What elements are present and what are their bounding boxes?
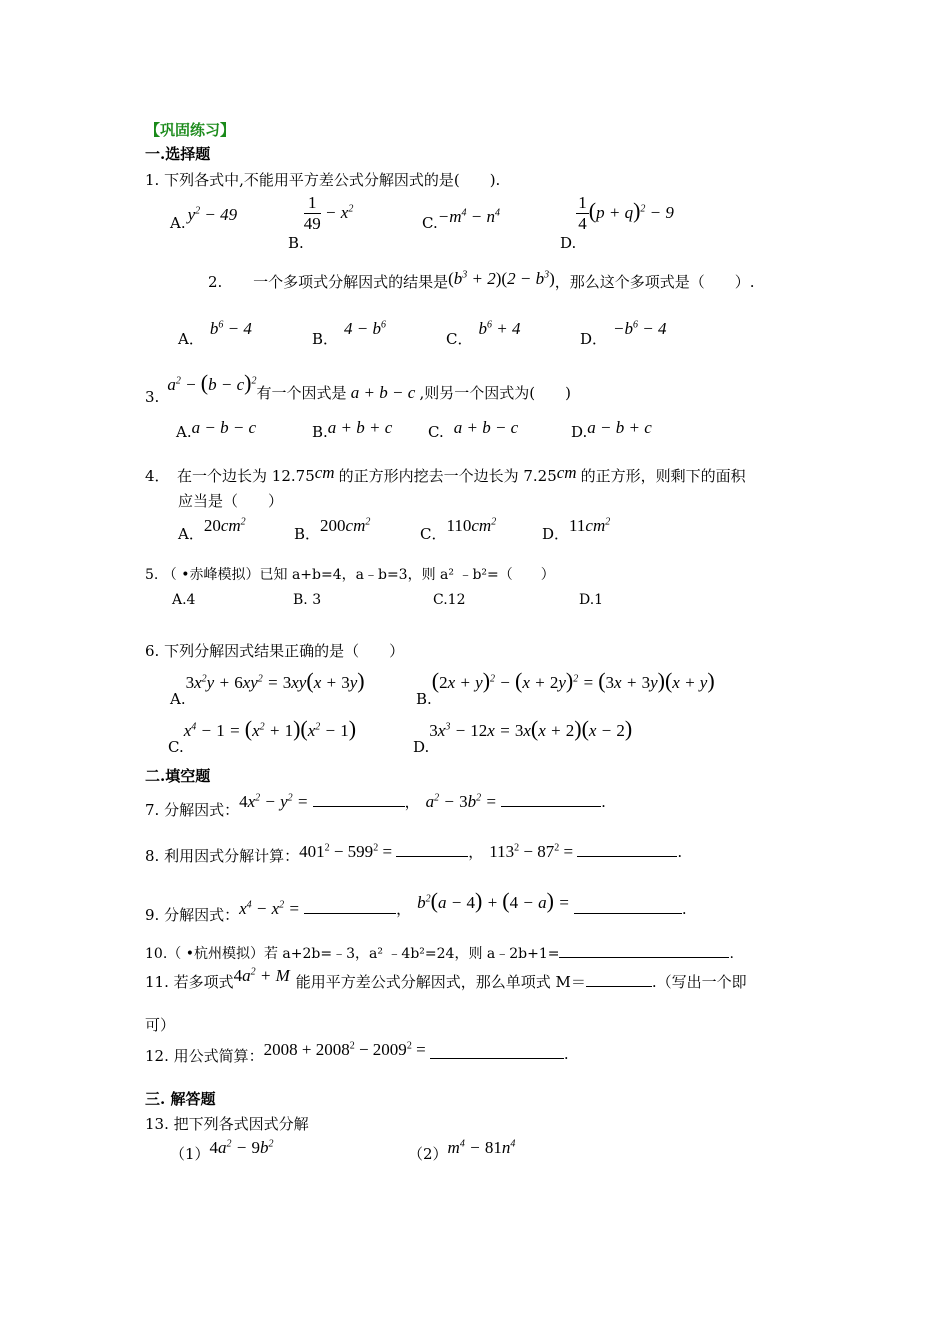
option-label: D． (580, 330, 608, 348)
end-punct: . (563, 1045, 569, 1063)
option-label: C. (428, 423, 444, 441)
stem-text: 12. 用公式简算： (145, 1047, 264, 1065)
q2-option-b: B．$4 - b^6$ (312, 319, 387, 348)
unit-cm: cm (556, 463, 577, 482)
part-label: （2） (408, 1145, 448, 1163)
question-number: 3. (145, 388, 160, 406)
question-6-stem: 6. 下列分解因式结果正确的是（ ） (145, 642, 405, 660)
end-punct: . (601, 793, 606, 811)
option-label: A. (170, 690, 186, 708)
q2-option-d: D．$-b^6 - 4$ (580, 319, 667, 348)
option-label: A． (178, 330, 204, 348)
separator: ， (396, 900, 412, 918)
option-label: B． (294, 525, 321, 543)
q13-part-2: $(2)m^4 - 81n^4$ (408, 1138, 516, 1163)
stem-text: 7. 分解因式： (145, 801, 240, 819)
question-1-stem: 1. 下列各式中,不能用平方差公式分解因式的是( ). (145, 171, 501, 189)
question-13-stem: 13. 把下列各式因式分解 (145, 1115, 309, 1133)
q6-option-d: $D.3x^3 - 12x = 3x(x + 2)(x - 2)$ (413, 716, 633, 756)
option-label: D. (413, 738, 430, 756)
stem-text: 11. 若多项式 (145, 973, 234, 991)
q4-option-d: D．$11cm^2$ (542, 516, 611, 543)
stem-text: 9. 分解因式： (145, 906, 240, 924)
section-title-fill: 二.填空题 (145, 767, 211, 785)
option-label: A. (170, 214, 186, 232)
stem-text: 的正方形，则剩下的面积 (580, 467, 746, 485)
option-label: C. (422, 214, 438, 232)
option-label: D. (571, 423, 588, 441)
section-title-answer: 三. 解答题 (145, 1090, 216, 1108)
q4-option-a: A．$20cm^2$ (178, 516, 246, 543)
unit-cm: cm (314, 463, 335, 482)
q6-option-b: $B.(2x + y)^2 - (x + 2y)^2 = (3x + 3y)(x + y)$ (416, 668, 715, 708)
option-label: B. (288, 233, 304, 252)
stem-text: 的正方形内挖去一个边长为 7.25 (338, 467, 557, 485)
answer-blank[interactable] (586, 972, 652, 987)
q5-option-b: B. 3 (293, 592, 322, 608)
q5-option-a: A.4 (172, 592, 196, 608)
q5-option-c: C.12 (433, 592, 466, 608)
option-label: A． (178, 525, 204, 543)
question-3-stem: $3.a^2 - (b - c)^2$有一个因式是 a + b − c ,则另一个因式为( ) (145, 370, 571, 406)
stem-text: ,则另一个因式为( ) (419, 384, 571, 402)
q1-option-b: B. $\frac{1}{49}$ − $x^2$ (288, 193, 354, 252)
q2-option-c: C．$b^6 + 4$ (446, 319, 521, 348)
separator: ， (468, 843, 484, 861)
answer-blank[interactable] (304, 899, 396, 914)
stem-text: 8. 利用因式分解计算： (145, 847, 300, 865)
question-7: 7. 分解因式：$4x^2 - y^2$ = ， $a^2 - 3b^2$ = . (145, 792, 606, 819)
stem-text: ，那么这个多项式是（ ）. (554, 273, 755, 291)
option-label: B． (312, 330, 339, 348)
question-11: 11. 若多项式$4a^2 + M$ 能用平方差公式分解因式，那么单项式 M＝ .（写出一个即 (145, 966, 747, 991)
q1-option-a: A. $y^2 - 49$ (170, 205, 238, 232)
end-punct: . (677, 843, 683, 861)
q1-option-d: D. $\frac{1}{4}$ $(p + q)^2 - 9$ (560, 193, 674, 252)
q3-option-c: C. a + b − c (428, 418, 519, 441)
option-label: D. (560, 233, 577, 252)
stem-text: 一个多项式分解因式的结果是 (253, 273, 449, 291)
option-label: B. (416, 690, 432, 708)
answer-blank[interactable] (574, 899, 682, 914)
separator: ， (404, 793, 420, 811)
stem-text: 4． 在一个边长为 12.75 (145, 467, 315, 485)
section-heading: 【巩固练习】 (145, 121, 236, 139)
question-10 (145, 943, 734, 963)
stem-text: 有一个因式是 (256, 384, 347, 402)
answer-blank[interactable] (501, 792, 601, 807)
q4-option-c: C．$110cm^2$ (420, 516, 497, 543)
q6-option-c: $C.x^4 - 1 = (x^2 + 1)(x^2 - 1)$ (168, 716, 357, 756)
q1-option-c: $C.-m^4 - n^4$ (422, 207, 500, 232)
question-8: 8. 利用因式分解计算：$401^2 - 599^2$ = ， $113^2 - 87^2$ = . (145, 842, 683, 865)
question-11-line2: 可） (145, 1016, 176, 1034)
answer-blank[interactable] (577, 842, 677, 857)
q6-option-a: $A.3x^2y + 6xy^2 = 3xy(x + 3y)$ (170, 668, 365, 708)
q4-option-b: B．$200cm^2$ (294, 516, 371, 543)
option-label: C. (168, 738, 184, 756)
option-label: C． (446, 330, 473, 348)
answer-blank[interactable] (396, 842, 468, 857)
answer-blank[interactable] (430, 1044, 564, 1059)
option-label: D． (542, 525, 570, 543)
stem-text: 能用平方差公式分解因式，那么单项式 M＝ (295, 973, 586, 991)
section-title-choice: 一.选择题 (145, 145, 211, 163)
end-punct: . (729, 946, 734, 962)
q3-option-d: D.a − b + c (571, 418, 652, 441)
q13-part-1: $(1)4a^2 - 9b^2$ (170, 1138, 274, 1163)
q3-option-a: A.a − b − c (176, 418, 257, 441)
option-label: A. (176, 423, 192, 441)
q3-option-b: B.a + b + c (312, 418, 393, 441)
question-2-stem: 2. 一个多项式分解因式的结果是$(b^3 + 2)(2 - b^3)$，那么这个多项式是（ ）. (208, 269, 755, 291)
question-5-stem: 5. （ •赤峰模拟）已知 a+b=4，a﹣b=3，则 a² ﹣b²=（ ） (145, 567, 555, 583)
stem-text: 10.（ •杭州模拟）若 a+2b=﹣3，a² ﹣4b²=24，则 a﹣2b+1= (145, 946, 560, 962)
option-label: C． (420, 525, 447, 543)
end-punct: . (681, 900, 687, 918)
question-number: 2. (208, 273, 223, 291)
q5-option-d: D.1 (579, 592, 604, 608)
part-label: （1） (170, 1145, 210, 1163)
answer-blank[interactable] (313, 792, 405, 807)
question-4-stem (145, 463, 746, 486)
question-4-line2: 应当是（ ） (178, 492, 284, 510)
answer-blank[interactable] (559, 943, 729, 958)
stem-text: .（写出一个即 (651, 973, 747, 991)
question-12: 12. 用公式简算：$2008 + 2008^2 - 2009^2$ = . (145, 1040, 569, 1065)
q2-option-a: A．$b^6 - 4$ (178, 319, 252, 348)
question-9: 9. 分解因式：$x^4 - x^2$ = ， $b^2(a - 4) + (4 - a)$ = . (145, 888, 687, 924)
option-label: B. (312, 423, 328, 441)
